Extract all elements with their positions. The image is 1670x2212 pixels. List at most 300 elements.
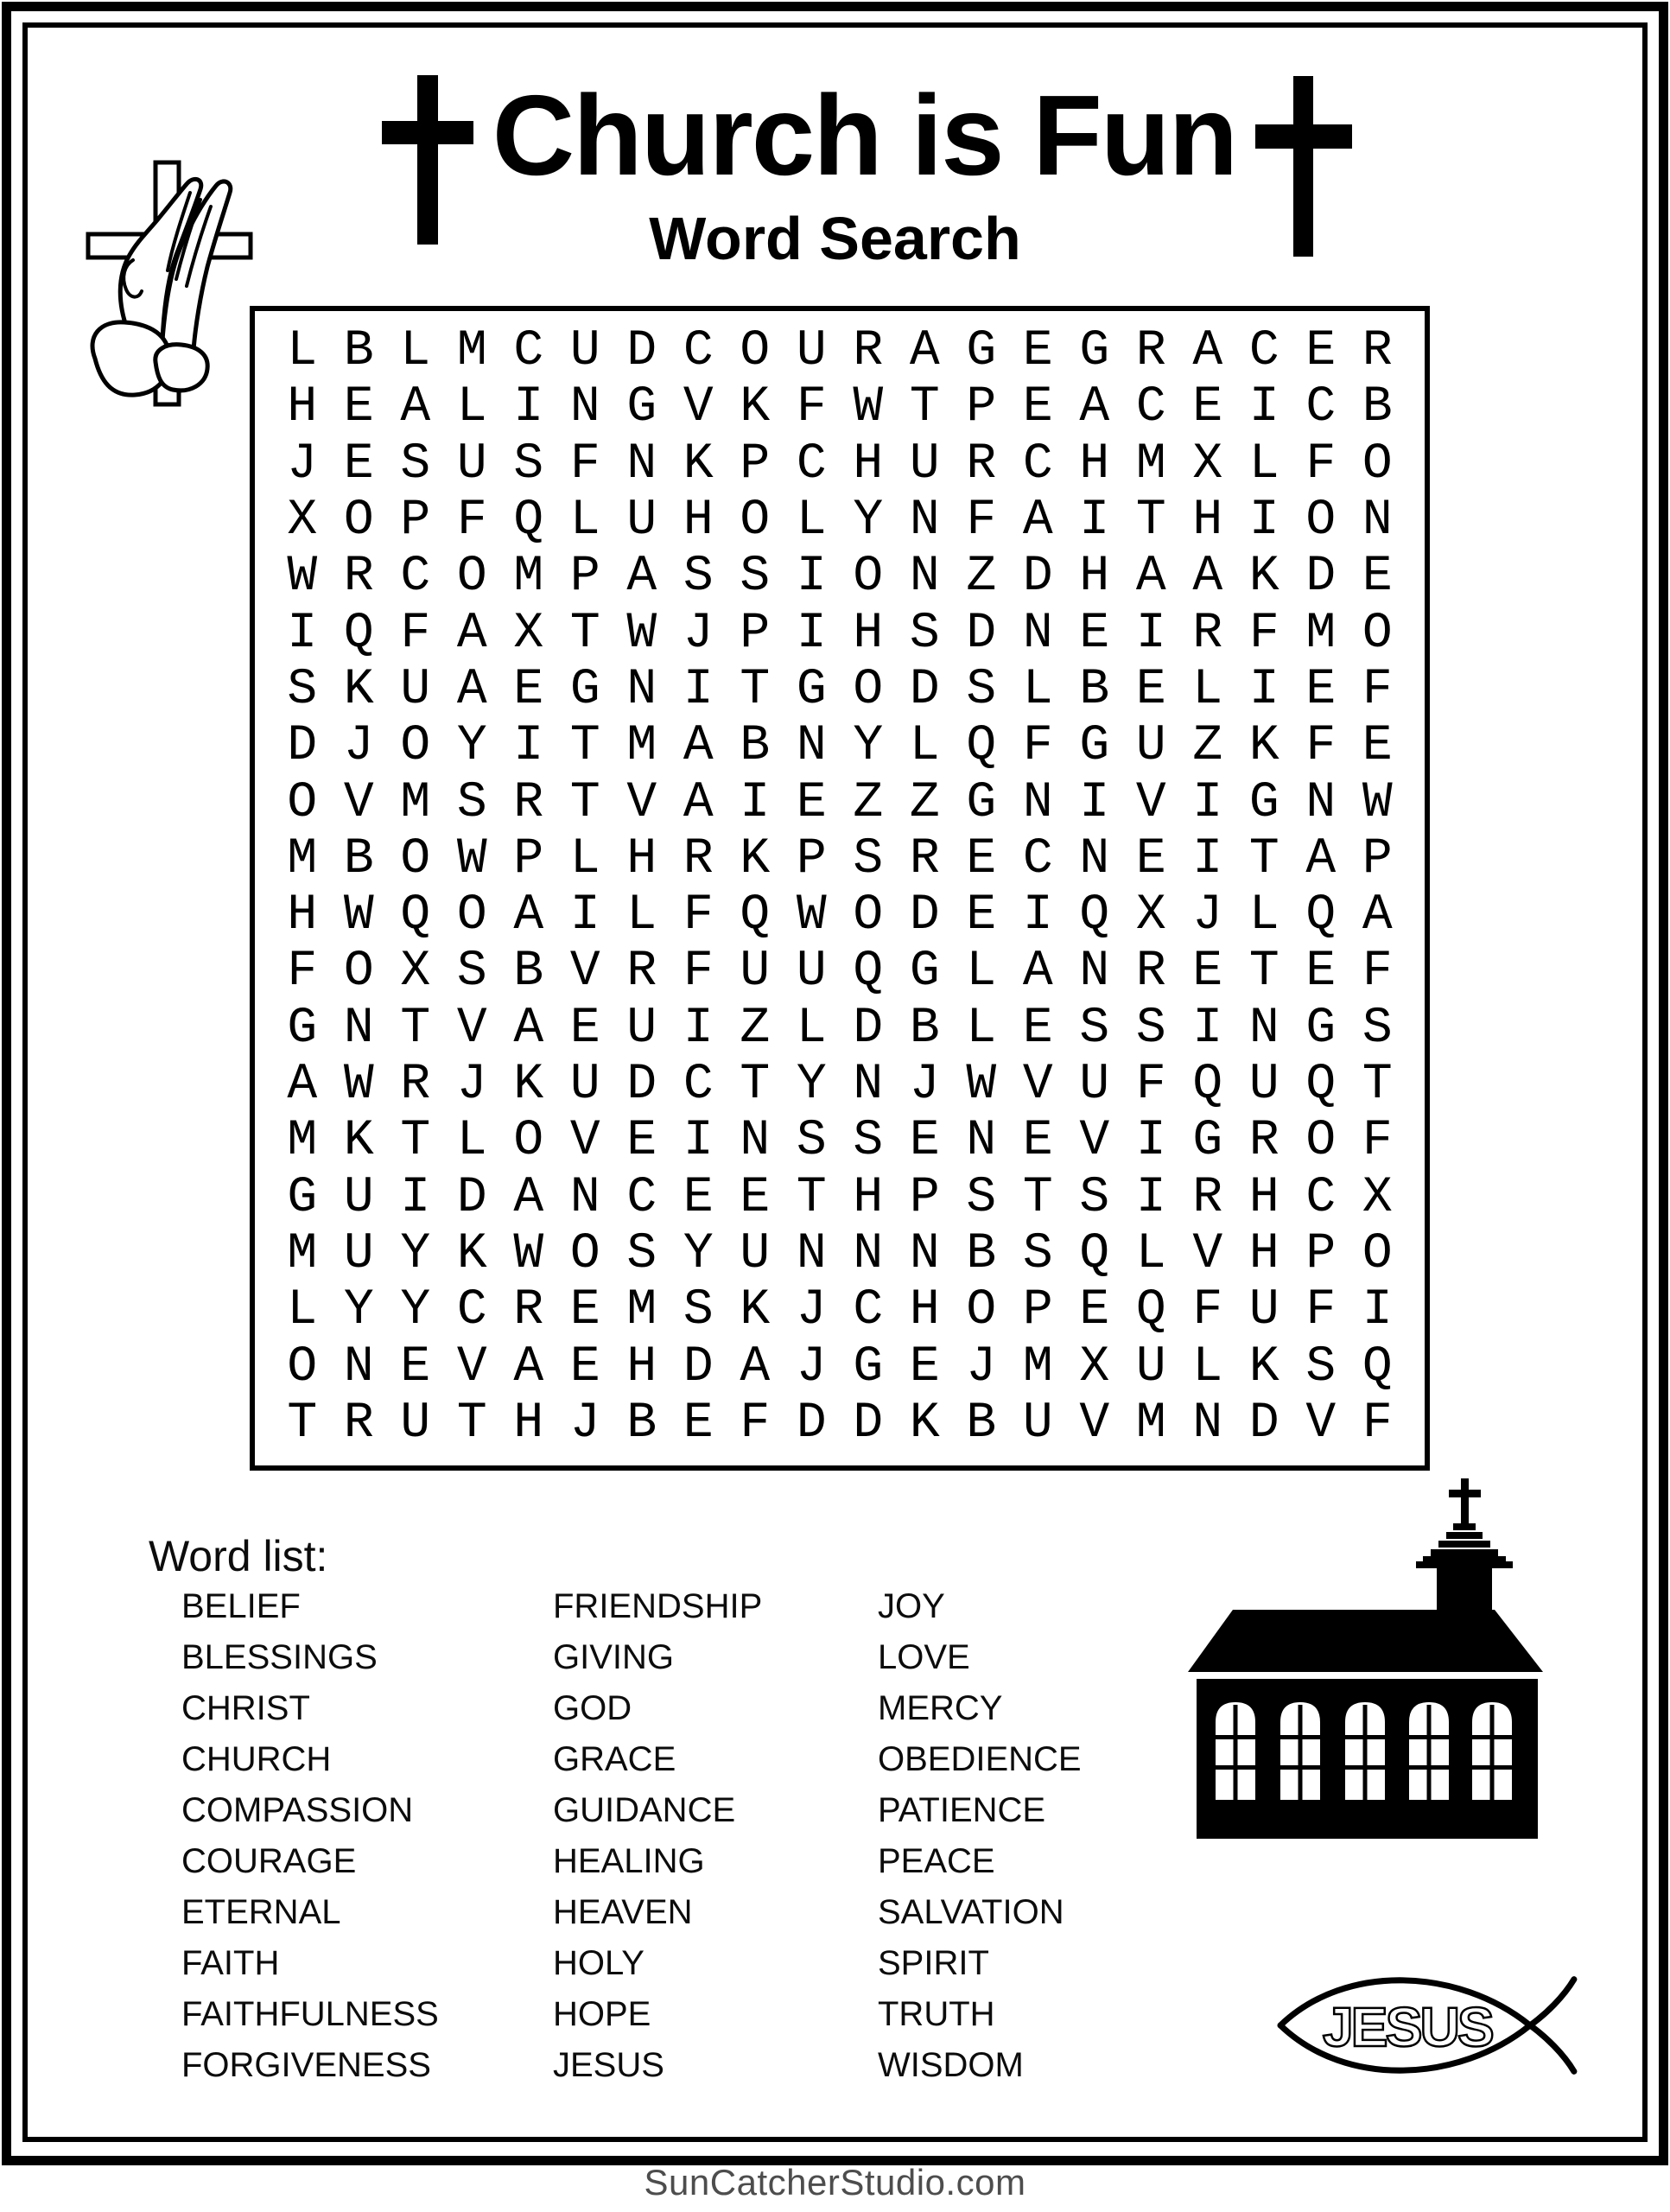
- grid-letter: F: [683, 944, 714, 1001]
- grid-letter: K: [343, 1113, 374, 1170]
- grid-letter: K: [456, 1225, 487, 1282]
- grid-letter: V: [456, 1338, 487, 1395]
- grid-letter: Q: [513, 493, 544, 550]
- grid-letter: P: [909, 1169, 940, 1226]
- grid-letter: F: [796, 379, 827, 436]
- grid-letter: Z: [966, 549, 997, 606]
- cross-bar-vertical: [1293, 76, 1313, 257]
- grid-letter: T: [456, 1395, 487, 1452]
- grid-letter: G: [1192, 1113, 1223, 1170]
- grid-letter: F: [1192, 1282, 1223, 1339]
- grid-letter: F: [1362, 1395, 1393, 1452]
- grid-letter: L: [909, 718, 940, 775]
- word-list-item: FORGIVENESS: [181, 2046, 431, 2084]
- grid-letter: A: [909, 323, 940, 380]
- grid-letter: V: [1305, 1395, 1337, 1452]
- grid-letter: S: [740, 549, 771, 606]
- grid-letter: E: [683, 1169, 714, 1226]
- word-list-item: CHURCH: [181, 1740, 332, 1778]
- word-list-item: LOVE: [878, 1638, 970, 1676]
- grid-letter: R: [400, 1057, 431, 1114]
- grid-letter: W: [287, 549, 318, 606]
- grid-letter: S: [1135, 1000, 1166, 1057]
- grid-letter: G: [1079, 718, 1110, 775]
- grid-letter: A: [513, 1169, 544, 1226]
- grid-letter: N: [1362, 493, 1393, 550]
- grid-letter: N: [569, 379, 600, 436]
- grid-letter: U: [400, 661, 431, 718]
- grid-letter: E: [1022, 379, 1053, 436]
- grid-letter: V: [456, 1000, 487, 1057]
- grid-letter: W: [796, 887, 827, 944]
- grid-letter: P: [966, 379, 997, 436]
- grid-letter: U: [343, 1225, 374, 1282]
- grid-letter: Q: [740, 887, 771, 944]
- word-list-item: HOLY: [553, 1944, 645, 1982]
- grid-letter: P: [1362, 830, 1393, 887]
- grid-letter: A: [400, 379, 431, 436]
- grid-letter: T: [1135, 493, 1166, 550]
- grid-letter: I: [513, 379, 544, 436]
- grid-letter: E: [966, 830, 997, 887]
- grid-letter: F: [1305, 718, 1337, 775]
- grid-letter: L: [1022, 661, 1053, 718]
- word-list-item: BELIEF: [181, 1587, 301, 1625]
- grid-letter: E: [740, 1169, 771, 1226]
- grid-letter: U: [626, 1000, 657, 1057]
- grid-letter: K: [343, 661, 374, 718]
- word-list-item: TRUTH: [878, 1995, 995, 2033]
- grid-letter: U: [1135, 1338, 1166, 1395]
- word-list-column-1: [181, 1581, 439, 2091]
- grid-letter: P: [1305, 1225, 1337, 1282]
- word-list-item: WISDOM: [878, 2046, 1024, 2084]
- grid-letter: D: [1305, 549, 1337, 606]
- grid-letter: U: [796, 323, 827, 380]
- grid-letter: V: [343, 774, 374, 831]
- grid-letter: G: [966, 774, 997, 831]
- grid-letter: O: [287, 1338, 318, 1395]
- grid-letter: D: [683, 1338, 714, 1395]
- grid-letter: D: [853, 1395, 884, 1452]
- grid-letter: F: [1362, 661, 1393, 718]
- grid-letter: D: [909, 661, 940, 718]
- grid-letter: F: [1305, 1282, 1337, 1339]
- grid-letter: E: [1192, 944, 1223, 1001]
- grid-letter: R: [966, 435, 997, 493]
- grid-letter: N: [1305, 774, 1337, 831]
- grid-letter: R: [1192, 605, 1223, 662]
- grid-letter: T: [1362, 1057, 1393, 1114]
- grid-letter: T: [740, 1057, 771, 1114]
- grid-letter: E: [796, 774, 827, 831]
- grid-letter: Y: [853, 718, 884, 775]
- grid-letter: U: [909, 435, 940, 493]
- grid-letter: E: [569, 1000, 600, 1057]
- word-list-item: HEAVEN: [553, 1893, 693, 1931]
- word-list-item: ETERNAL: [181, 1893, 341, 1931]
- grid-letter: U: [400, 1395, 431, 1452]
- grid-letter: R: [1248, 1113, 1279, 1170]
- grid-letter: A: [683, 774, 714, 831]
- grid-letter: L: [456, 379, 487, 436]
- cross-icon: [1255, 76, 1352, 257]
- grid-letter: U: [740, 1225, 771, 1282]
- grid-letter: C: [626, 1169, 657, 1226]
- grid-letter: U: [1079, 1057, 1110, 1114]
- grid-letter: D: [796, 1395, 827, 1452]
- grid-letter: D: [456, 1169, 487, 1226]
- grid-letter: N: [796, 1225, 827, 1282]
- grid-letter: R: [1362, 323, 1393, 380]
- grid-letter: B: [1362, 379, 1393, 436]
- grid-letter: P: [740, 435, 771, 493]
- grid-letter: Z: [853, 774, 884, 831]
- grid-letter: M: [513, 549, 544, 606]
- grid-letter: L: [966, 1000, 997, 1057]
- grid-letter: L: [400, 323, 431, 380]
- grid-letter: C: [683, 323, 714, 380]
- grid-letter: N: [853, 1225, 884, 1282]
- grid-letter: H: [853, 605, 884, 662]
- grid-letter: U: [569, 1057, 600, 1114]
- grid-letter: H: [1248, 1225, 1279, 1282]
- grid-letter: H: [287, 887, 318, 944]
- grid-letter: N: [740, 1113, 771, 1170]
- grid-letter: S: [626, 1225, 657, 1282]
- grid-letter: J: [287, 435, 318, 493]
- grid-letter: H: [1248, 1169, 1279, 1226]
- grid-letter: B: [513, 944, 544, 1001]
- grid-letter: O: [569, 1225, 600, 1282]
- grid-letter: T: [740, 661, 771, 718]
- grid-letter: K: [1248, 1338, 1279, 1395]
- grid-letter: A: [456, 605, 487, 662]
- grid-letter: Y: [400, 1225, 431, 1282]
- church-icon: [1188, 1473, 1546, 1840]
- grid-letter: F: [456, 493, 487, 550]
- grid-letter: H: [853, 1169, 884, 1226]
- grid-letter: Z: [740, 1000, 771, 1057]
- grid-letter: L: [796, 1000, 827, 1057]
- grid-letter: G: [1248, 774, 1279, 831]
- grid-letter: W: [513, 1225, 544, 1282]
- grid-letter: V: [1022, 1057, 1053, 1114]
- grid-letter: I: [1079, 774, 1110, 831]
- grid-letter: G: [287, 1000, 318, 1057]
- grid-letter: E: [513, 661, 544, 718]
- grid-letter: U: [796, 944, 827, 1001]
- grid-letter: B: [909, 1000, 940, 1057]
- grid-letter: Y: [456, 718, 487, 775]
- grid-letter: F: [1135, 1057, 1166, 1114]
- grid-letter: U: [740, 944, 771, 1001]
- grid-letter: F: [683, 887, 714, 944]
- grid-letter: J: [909, 1057, 940, 1114]
- grid-letter: V: [1079, 1395, 1110, 1452]
- grid-letter: U: [1248, 1282, 1279, 1339]
- grid-letter: J: [1192, 887, 1223, 944]
- grid-letter: O: [966, 1282, 997, 1339]
- grid-letter: A: [1135, 549, 1166, 606]
- grid-letter: O: [1305, 493, 1337, 550]
- grid-letter: G: [1079, 323, 1110, 380]
- grid-letter: O: [400, 830, 431, 887]
- grid-letter: I: [569, 887, 600, 944]
- grid-letter: W: [1362, 774, 1393, 831]
- grid-letter: P: [569, 549, 600, 606]
- grid-letter: Y: [853, 493, 884, 550]
- grid-letter: E: [626, 1113, 657, 1170]
- grid-letter: R: [683, 830, 714, 887]
- grid-letter: O: [740, 323, 771, 380]
- grid-letter: B: [626, 1395, 657, 1452]
- grid-letter: X: [287, 493, 318, 550]
- grid-letter: S: [287, 661, 318, 718]
- grid-letter: I: [400, 1169, 431, 1226]
- grid-letter: W: [966, 1057, 997, 1114]
- grid-letter: I: [796, 605, 827, 662]
- word-list-column-2: [553, 1581, 762, 2091]
- word-list-item: HEALING: [553, 1842, 705, 1880]
- grid-letter: R: [909, 830, 940, 887]
- grid-letter: E: [343, 379, 374, 436]
- grid-letter: M: [626, 718, 657, 775]
- word-list-item: FAITH: [181, 1944, 280, 1982]
- grid-letter: S: [1305, 1338, 1337, 1395]
- grid-letter: D: [626, 323, 657, 380]
- grid-letter: E: [1135, 661, 1166, 718]
- grid-letter: T: [287, 1395, 318, 1452]
- grid-letter: A: [740, 1338, 771, 1395]
- grid-letter: I: [1192, 1000, 1223, 1057]
- grid-letter: S: [1079, 1169, 1110, 1226]
- grid-letter: E: [1305, 323, 1337, 380]
- grid-letter: E: [1079, 605, 1110, 662]
- grid-letter: E: [1135, 830, 1166, 887]
- grid-letter: Y: [343, 1282, 374, 1339]
- grid-letter: F: [400, 605, 431, 662]
- praying-hands-icon: [79, 158, 261, 417]
- grid-letter: L: [626, 887, 657, 944]
- grid-letter: M: [1305, 605, 1337, 662]
- grid-letter: Q: [1079, 1225, 1110, 1282]
- grid-letter: R: [513, 1282, 544, 1339]
- grid-letter: U: [456, 435, 487, 493]
- word-list-item: OBEDIENCE: [878, 1740, 1082, 1778]
- grid-letter: X: [1362, 1169, 1393, 1226]
- grid-letter: W: [853, 379, 884, 436]
- grid-letter: A: [1022, 944, 1053, 1001]
- grid-letter: Q: [1192, 1057, 1223, 1114]
- grid-letter: J: [796, 1338, 827, 1395]
- grid-letter: M: [287, 1225, 318, 1282]
- grid-letter: T: [569, 605, 600, 662]
- grid-letter: X: [1192, 435, 1223, 493]
- word-list-heading: Word list:: [149, 1532, 328, 1580]
- grid-letter: A: [456, 661, 487, 718]
- word-list-item: BLESSINGS: [181, 1638, 378, 1676]
- grid-letter: C: [796, 435, 827, 493]
- grid-letter: C: [1022, 830, 1053, 887]
- grid-letter: G: [1305, 1000, 1337, 1057]
- grid-letter: R: [853, 323, 884, 380]
- grid-letter: D: [1248, 1395, 1279, 1452]
- grid-letter: E: [1362, 718, 1393, 775]
- grid-letter: L: [966, 944, 997, 1001]
- grid-letter: H: [513, 1395, 544, 1452]
- grid-letter: B: [343, 830, 374, 887]
- grid-letter: I: [1362, 1282, 1393, 1339]
- grid-letter: N: [853, 1057, 884, 1114]
- grid-letter: Q: [343, 605, 374, 662]
- grid-letter: B: [1079, 661, 1110, 718]
- grid-letter: G: [569, 661, 600, 718]
- grid-letter: Y: [400, 1282, 431, 1339]
- grid-letter: K: [740, 379, 771, 436]
- grid-letter: G: [909, 944, 940, 1001]
- grid-letter: W: [343, 1057, 374, 1114]
- grid-letter: E: [1079, 1282, 1110, 1339]
- grid-letter: S: [513, 435, 544, 493]
- grid-letter: L: [1192, 1338, 1223, 1395]
- grid-letter: E: [966, 887, 997, 944]
- grid-letter: T: [1248, 944, 1279, 1001]
- grid-letter: L: [1135, 1225, 1166, 1282]
- word-search-grid: [250, 306, 1430, 1471]
- grid-letter: T: [569, 718, 600, 775]
- grid-letter: N: [1022, 605, 1053, 662]
- grid-letter: B: [740, 718, 771, 775]
- grid-letter: Q: [400, 887, 431, 944]
- grid-letter: O: [740, 493, 771, 550]
- grid-letter: C: [683, 1057, 714, 1114]
- page-title: Church is Fun: [492, 72, 1237, 199]
- word-list-item: GIVING: [553, 1638, 675, 1676]
- grid-letter: R: [1135, 323, 1166, 380]
- grid-letter: V: [683, 379, 714, 436]
- grid-letter: I: [1079, 493, 1110, 550]
- grid-letter: O: [1362, 435, 1393, 493]
- grid-letter: N: [1079, 830, 1110, 887]
- grid-letter: S: [1362, 1000, 1393, 1057]
- grid-letter: I: [1192, 830, 1223, 887]
- page-subtitle: Word Search: [649, 205, 1021, 272]
- grid-letter: E: [909, 1113, 940, 1170]
- grid-letter: F: [569, 435, 600, 493]
- grid-letter: I: [1135, 1113, 1166, 1170]
- grid-letter: C: [1022, 435, 1053, 493]
- grid-letter: F: [1305, 435, 1337, 493]
- grid-letter: W: [343, 887, 374, 944]
- grid-letter: X: [513, 605, 544, 662]
- grid-letter: K: [1248, 549, 1279, 606]
- grid-letter: D: [909, 887, 940, 944]
- grid-letter: P: [1022, 1282, 1053, 1339]
- grid-letter: S: [1079, 1000, 1110, 1057]
- grid-letter: F: [1248, 605, 1279, 662]
- grid-letter: O: [853, 549, 884, 606]
- grid-letter: Q: [966, 718, 997, 775]
- grid-letter: S: [909, 605, 940, 662]
- grid-letter: M: [1135, 435, 1166, 493]
- jesus-fish-label: JESUS: [1322, 1996, 1492, 2059]
- grid-letter: K: [513, 1057, 544, 1114]
- word-list-item: FRIENDSHIP: [553, 1587, 763, 1625]
- grid-letter: H: [683, 493, 714, 550]
- grid-letter: N: [343, 1000, 374, 1057]
- grid-letter: U: [1135, 718, 1166, 775]
- grid-letter: N: [626, 435, 657, 493]
- grid-letter: S: [683, 1282, 714, 1339]
- grid-letter: H: [1079, 435, 1110, 493]
- grid-letter: R: [1192, 1169, 1223, 1226]
- grid-letter: R: [343, 1395, 374, 1452]
- grid-letter: Y: [796, 1057, 827, 1114]
- grid-letter: H: [287, 379, 318, 436]
- grid-letter: V: [1079, 1113, 1110, 1170]
- grid-letter: Q: [1135, 1282, 1166, 1339]
- grid-letter: I: [1135, 605, 1166, 662]
- grid-letter: S: [456, 774, 487, 831]
- grid-letter: C: [1135, 379, 1166, 436]
- grid-letter: A: [287, 1057, 318, 1114]
- grid-letter: T: [796, 1169, 827, 1226]
- grid-letter: A: [1305, 830, 1337, 887]
- grid-letter: G: [966, 323, 997, 380]
- grid-letter: A: [1079, 379, 1110, 436]
- grid-letter: F: [1022, 718, 1053, 775]
- grid-letter: V: [569, 1113, 600, 1170]
- grid-letter: U: [1022, 1395, 1053, 1452]
- grid-letter: R: [1135, 944, 1166, 1001]
- grid-letter: C: [853, 1282, 884, 1339]
- word-list-item: COURAGE: [181, 1842, 357, 1880]
- grid-letter: O: [1305, 1113, 1337, 1170]
- grid-letter: E: [683, 1395, 714, 1452]
- grid-letter: C: [513, 323, 544, 380]
- grid-letter: E: [569, 1338, 600, 1395]
- grid-letter: H: [1079, 549, 1110, 606]
- grid-letter: J: [456, 1057, 487, 1114]
- grid-letter: J: [966, 1338, 997, 1395]
- grid-letter: R: [513, 774, 544, 831]
- word-list-item: GRACE: [553, 1740, 676, 1778]
- grid-letter: J: [343, 718, 374, 775]
- grid-letter: T: [569, 774, 600, 831]
- grid-letter: F: [1362, 944, 1393, 1001]
- grid-letter: N: [626, 661, 657, 718]
- grid-letter: A: [1192, 323, 1223, 380]
- grid-letter: F: [740, 1395, 771, 1452]
- grid-letter: S: [796, 1113, 827, 1170]
- grid-letter: O: [400, 718, 431, 775]
- grid-letter: I: [683, 1000, 714, 1057]
- grid-letter: I: [1248, 379, 1279, 436]
- grid-letter: G: [287, 1169, 318, 1226]
- grid-letter: H: [909, 1282, 940, 1339]
- grid-letter: O: [287, 774, 318, 831]
- word-list-item: GUIDANCE: [553, 1791, 736, 1829]
- grid-letter: H: [626, 1338, 657, 1395]
- grid-letter: A: [1022, 493, 1053, 550]
- grid-letter: Q: [1362, 1338, 1393, 1395]
- grid-letter: W: [456, 830, 487, 887]
- grid-letter: K: [740, 1282, 771, 1339]
- grid-letter: L: [1192, 661, 1223, 718]
- grid-letter: U: [626, 493, 657, 550]
- grid-letter: M: [400, 774, 431, 831]
